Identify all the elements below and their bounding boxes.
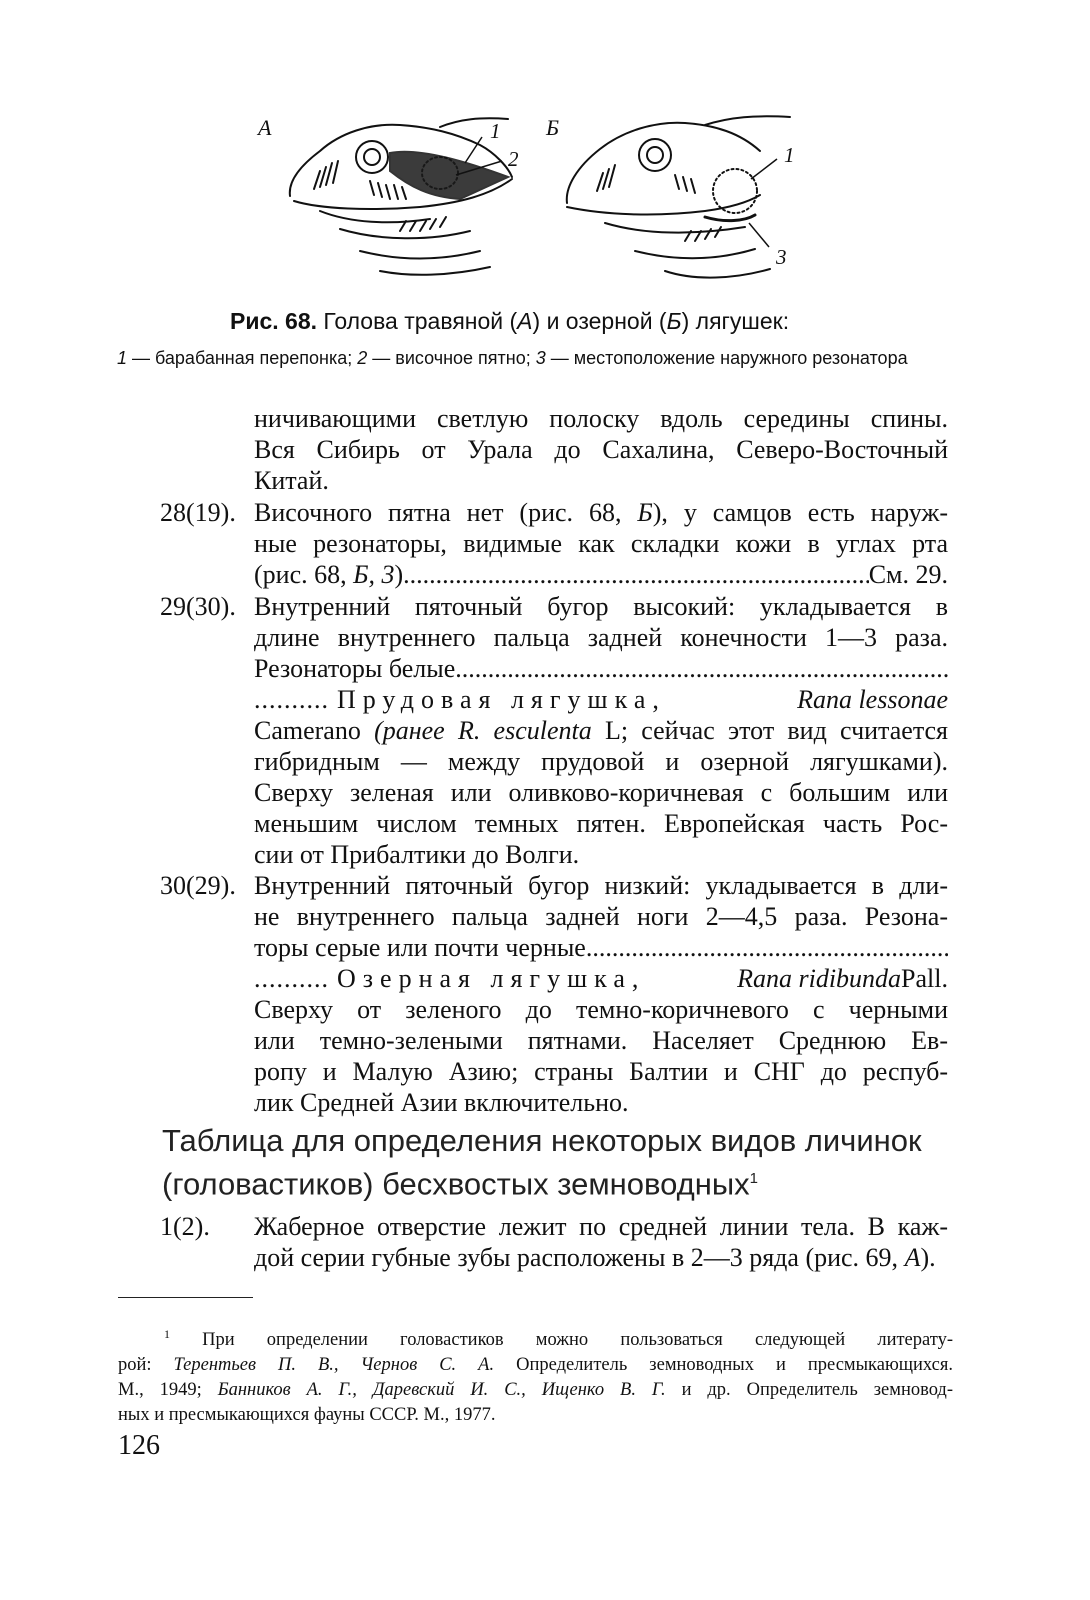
key-28-line-1-b: ), у самцов есть наруж- <box>652 498 949 527</box>
footnote-line-3 <box>118 1378 953 1403</box>
leader-dots <box>455 653 948 684</box>
grass-frog-head-drawing <box>280 111 520 281</box>
key-28-line-1-italic: Б <box>637 498 653 527</box>
legend-text-3: — местоположение наружного резонатора <box>545 348 908 368</box>
footnote-text-1: При определении головастиков можно пользоваться следующей литерату- <box>170 1330 953 1351</box>
key-29-line-4 <box>254 684 948 715</box>
footnote-line-1 <box>118 1322 953 1353</box>
footnote-line-4: ных и пресмыкающихся фауны СССР. М., 1977. <box>118 1405 496 1426</box>
key-28-number: 28(19). <box>160 498 236 527</box>
intro-line-3: Китай. <box>254 466 329 495</box>
legend-text-1: — барабанная перепонка; <box>127 348 358 368</box>
species-name-marsh-frog: Озерная лягушка, <box>337 964 646 993</box>
key-28-line-3 <box>254 559 948 590</box>
key-1-line-2-italic: А <box>904 1243 921 1272</box>
key-30-line-7: ропу и Малую Азию; страны Балтии и СНГ до респуб- <box>254 1057 948 1086</box>
key-29-line-2: длине внутреннего пальца задней конечности 1—3 раза. <box>254 623 948 652</box>
key-30-line-3-text: торы серые или почти черные <box>254 933 586 962</box>
latin-name-pond-frog: Rana lessonae <box>797 685 948 714</box>
key-28-line-3-a: (рис. 68, <box>254 560 354 589</box>
legend-num-3: 3 <box>535 348 546 368</box>
footnote-marker: 1 <box>164 1327 170 1341</box>
caption-text-2: ) и озерной ( <box>532 308 667 334</box>
key-29-line-1: Внутренний пяточный бугор высокий: укладывается в <box>254 592 948 621</box>
figure-a-label-1: 1 <box>490 119 501 143</box>
marsh-frog-head-drawing <box>555 111 800 296</box>
figure-legend <box>117 346 957 370</box>
key-29-line-6: гибридным — между прудовой и озерной лягушками). <box>254 747 948 776</box>
caption-text-3: ) лягушек: <box>681 308 790 334</box>
legend-num-1: 1 <box>117 348 128 368</box>
key-29-line-9: сии от Прибалтики до Волги. <box>254 840 580 869</box>
key-30-line-3 <box>254 932 948 963</box>
key-30-line-1: Внутренний пяточный бугор низкий: укладывается в дли- <box>254 871 948 900</box>
key-1-line-2-a: дой серии губные зубы расположены в 2—3 ряда (рис. 69, <box>254 1243 905 1272</box>
section-title-line-2 <box>162 1160 962 1203</box>
legend-num-2: 2 <box>357 348 368 368</box>
page-number: 126 <box>118 1430 160 1461</box>
key-29-line-7: Сверху зеленая или оливково-коричневая с большим или <box>254 778 948 807</box>
footnote-text-2-a: рой: <box>118 1355 174 1376</box>
key-1-line-1: Жаберное отверстие лежит по средней линии тела. В каж- <box>254 1212 948 1241</box>
latin-author-marsh-frog: Pall. <box>901 964 948 993</box>
footnote-separator <box>118 1297 253 1298</box>
figure-caption-prefix: Рис. 68. <box>230 308 318 334</box>
key-29-line-3 <box>254 653 948 684</box>
figure-caption <box>230 308 789 335</box>
legend-text-2: — височное пятно; <box>367 348 536 368</box>
key-1-number: 1(2). <box>160 1212 210 1241</box>
key-28-line-2: ные резонаторы, видимые как складки кожи в углах рта <box>254 529 948 558</box>
section-title-line-2-text: (головастиков) бесхвостых земноводных <box>162 1166 750 1202</box>
species-name-pond-frog: Прудовая лягушка, <box>337 685 666 714</box>
key-28-ref: См. 29. <box>868 560 948 589</box>
key-29-line-5 <box>254 715 948 746</box>
figure-label-b: Б <box>546 115 559 140</box>
figure-b-label-3: 3 <box>776 245 787 269</box>
key-29-line-5-italic: (ранее R. esculenta <box>374 716 592 745</box>
key-28-line-3-b: ) <box>394 560 404 589</box>
leader-dots <box>403 559 869 590</box>
footnote-ref: 1 <box>749 1170 759 1187</box>
key-29-line-3-text: Резонаторы белые <box>254 654 456 683</box>
key-30-line-8: лик Средней Азии включительно. <box>254 1088 629 1117</box>
key-29-line-5-b: L; сейчас этот вид считается <box>591 716 948 745</box>
caption-b: Б <box>666 308 682 334</box>
key-29-line-5-a: Camerano <box>254 716 375 745</box>
key-30-line-6: или темно-зелеными пятнами. Населяет Среднюю Ев- <box>254 1026 948 1055</box>
footnote-authors-2: Банников А. Г., Даревский И. С., Ищенко В. Г. <box>217 1380 666 1401</box>
key-30-number: 30(29). <box>160 871 236 900</box>
figure-68 <box>250 105 810 305</box>
leader-dots <box>586 932 948 963</box>
key-28-line-1 <box>254 497 948 528</box>
caption-text-1: Голова травяной ( <box>317 308 518 334</box>
key-29-number: 29(30). <box>160 592 236 621</box>
figure-b-label-1: 1 <box>784 143 795 167</box>
footnote <box>118 1322 953 1428</box>
key-30-line-2: не внутреннего пальца задней ноги 2—4,5 раза. Резона- <box>254 902 948 931</box>
footnote-text-2-b: Определитель земноводных и пресмыкающихся. <box>494 1355 953 1376</box>
intro-line-1: ничивающими светлую полоску вдоль середины спины. <box>254 404 948 433</box>
key-1-line-2-b: ). <box>920 1243 936 1272</box>
key-30-line-5: Сверху от зеленого до темно-коричневого с черными <box>254 995 948 1024</box>
key-30-line-4 <box>254 963 948 994</box>
leader-dots: .......... <box>254 685 329 714</box>
key-28-line-1-a: Височного пятна нет (рис. 68, <box>254 498 638 527</box>
figure-a-label-2: 2 <box>508 147 519 171</box>
key-29-line-8: меньшим числом темных пятен. Европейская часть Рос- <box>254 809 948 838</box>
footnote-text-3-b: и др. Определитель земновод- <box>665 1380 953 1401</box>
footnote-authors-1: Терентьев П. В., Чернов С. А. <box>173 1355 495 1376</box>
key-28-line-3-italic: Б, 3 <box>353 560 395 589</box>
intro-line-2: Вся Сибирь от Урала до Сахалина, Северо-Восточный <box>254 435 948 464</box>
latin-name-marsh-frog: Rana ridibunda <box>737 964 902 993</box>
footnote-line-2 <box>118 1353 953 1378</box>
caption-a: А <box>517 308 533 334</box>
figure-label-a: А <box>258 115 272 140</box>
section-title-line-1: Таблица для определения некоторых видов личинок <box>162 1123 922 1158</box>
footnote-text-3-a: М., 1949; <box>118 1380 218 1401</box>
section-title <box>162 1122 962 1203</box>
leader-dots: .......... <box>254 964 329 993</box>
key-1-line-2 <box>254 1242 936 1273</box>
